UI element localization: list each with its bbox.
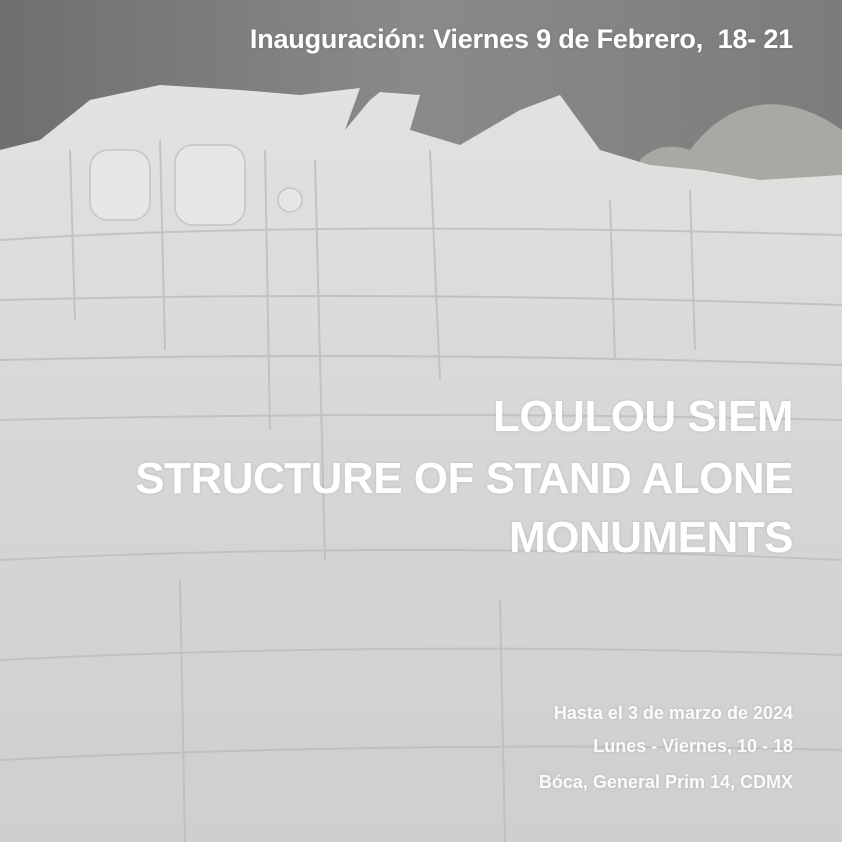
opening-date-text: Inauguración: Viernes 9 de Febrero, 18- 21 bbox=[249, 24, 793, 54]
exhibition-end-date: Hasta el 3 de marzo de 2024 bbox=[553, 703, 793, 723]
opening-hours: Lunes - Viernes, 10 - 18 bbox=[593, 736, 793, 756]
venue-address: Bóca, General Prim 14, CDMX bbox=[538, 772, 793, 792]
exhibition-title-line-2: MONUMENTS bbox=[509, 513, 793, 562]
artist-name: LOULOU SIEM bbox=[492, 392, 793, 441]
exhibition-title-line-1: STRUCTURE OF STAND ALONE bbox=[135, 454, 793, 503]
